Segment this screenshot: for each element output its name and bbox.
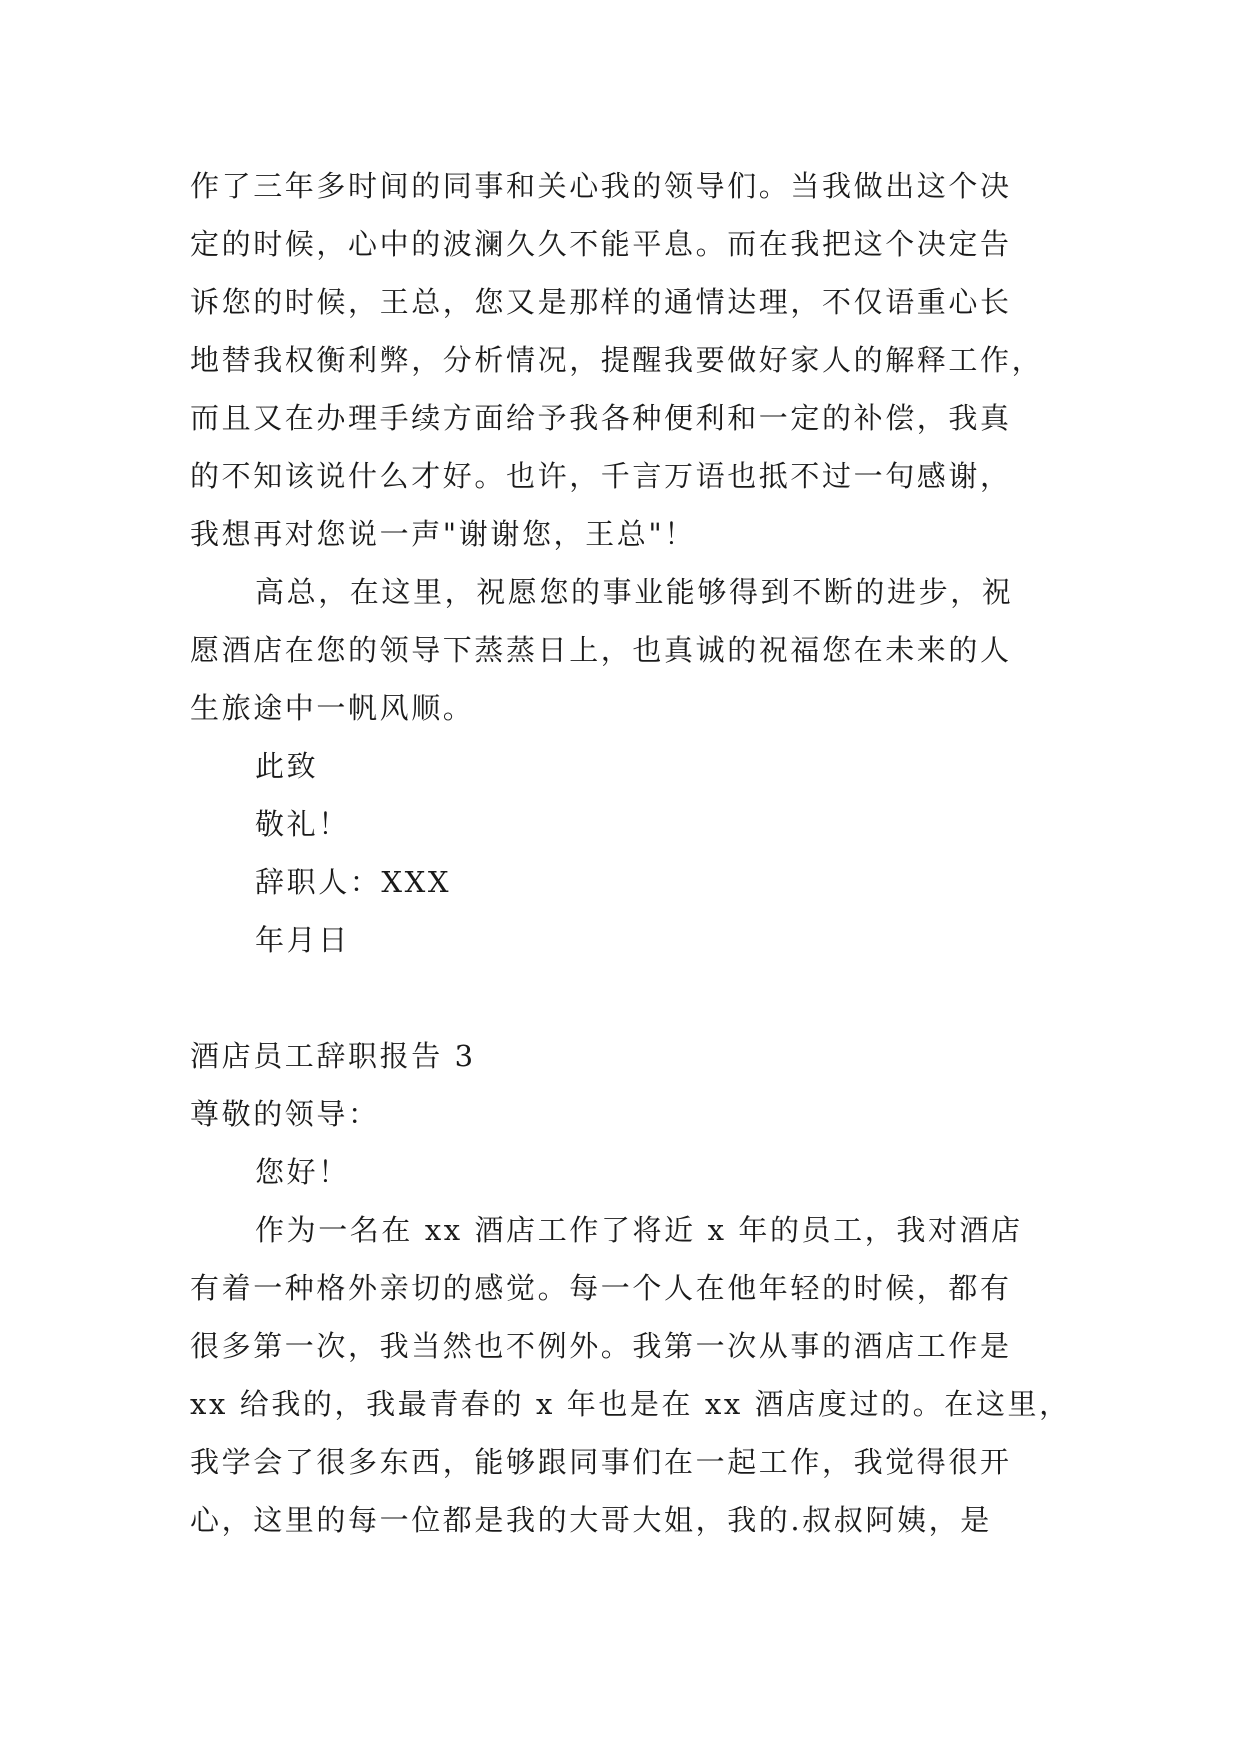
paragraph-line: 我想再对您说一声"谢谢您，王总"！	[190, 517, 696, 551]
date-line: 年月日	[255, 923, 350, 957]
paragraph-line: 有着一种格外亲切的感觉。每一个人在他年轻的时候，都有	[190, 1271, 1012, 1305]
paragraph-line: 作了三年多时间的同事和关心我的领导们。当我做出这个决	[190, 169, 1012, 203]
paragraph-line: 生旅途中一帆风顺。	[190, 691, 475, 725]
paragraph-line: 愿酒店在您的领导下蒸蒸日上，也真诚的祝福您在未来的人	[190, 633, 1012, 667]
section-heading: 酒店员工辞职报告 3	[190, 1039, 476, 1073]
paragraph-line: 我学会了很多东西，能够跟同事们在一起工作，我觉得很开	[190, 1445, 1012, 1479]
paragraph-line: 作为一名在 xx 酒店工作了将近 x 年的员工，我对酒店	[255, 1213, 1023, 1247]
paragraph-line: 心，这里的每一位都是我的大哥大姐，我的.叔叔阿姨，是	[190, 1503, 992, 1537]
paragraph-line: 的不知该说什么才好。也许，千言万语也抵不过一句感谢，	[190, 459, 1012, 493]
paragraph-line: 而且又在办理手续方面给予我各种便利和一定的补偿，我真	[190, 401, 1012, 435]
closing-line: 此致	[255, 749, 319, 783]
paragraph-line: 诉您的时候，王总，您又是那样的通情达理，不仅语重心长	[190, 285, 1012, 319]
closing-salutation: 敬礼！	[255, 807, 350, 841]
paragraph-line: 定的时候，心中的波澜久久不能平息。而在我把这个决定告	[190, 227, 1012, 261]
paragraph-line: 地替我权衡利弊，分析情况，提醒我要做好家人的解释工作，	[190, 343, 1044, 377]
greeting-line: 您好！	[255, 1155, 350, 1189]
paragraph-line: 很多第一次，我当然也不例外。我第一次从事的酒店工作是	[190, 1329, 1012, 1363]
paragraph-line: xx 给我的，我最青春的 x 年也是在 xx 酒店度过的。在这里，	[190, 1387, 1071, 1421]
signature-line: 辞职人：XXX	[255, 865, 452, 899]
paragraph-line: 高总，在这里，祝愿您的事业能够得到不断的进步，祝	[255, 575, 1014, 609]
salutation-line: 尊敬的领导：	[190, 1097, 380, 1131]
